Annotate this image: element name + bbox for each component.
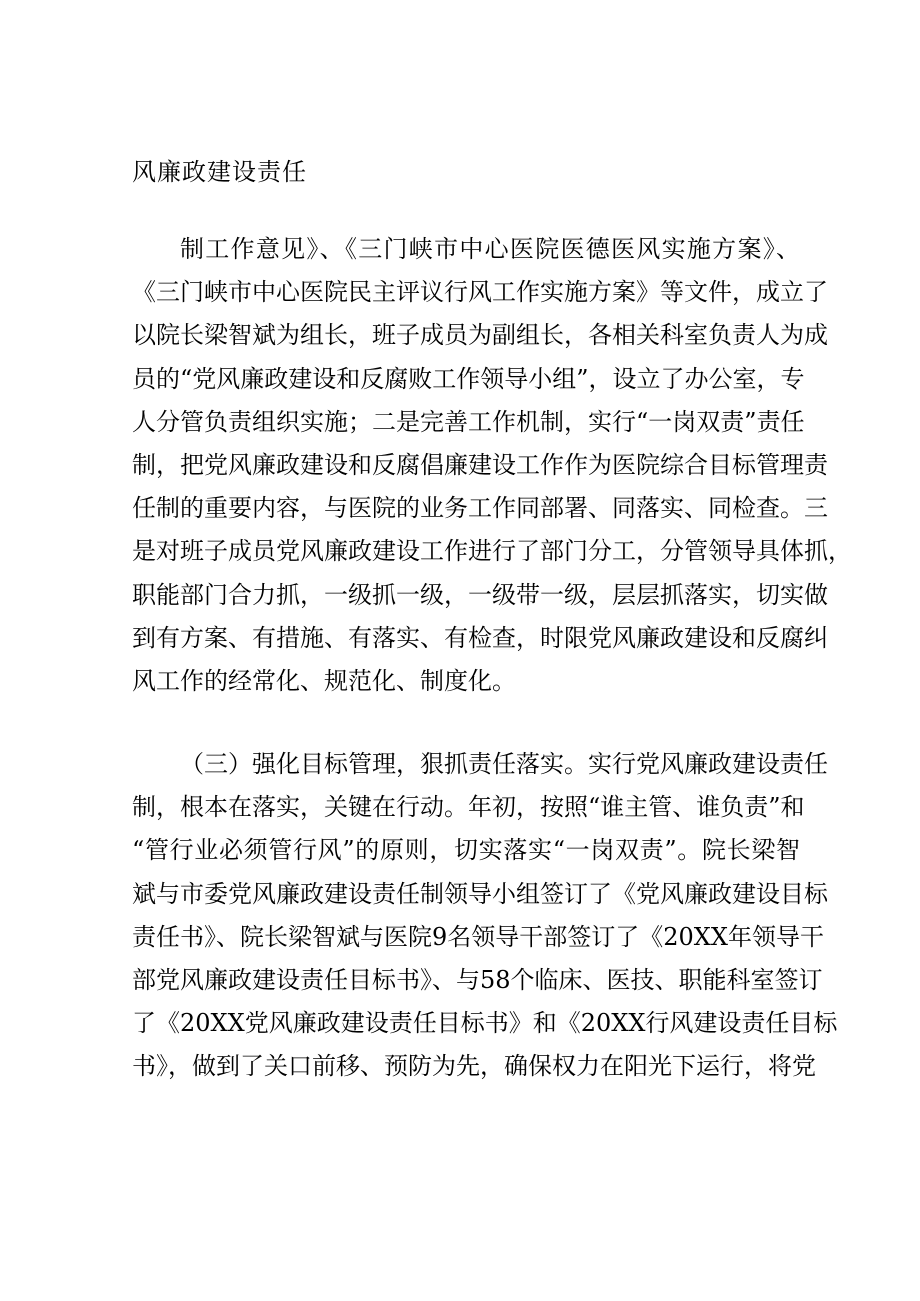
paragraph-1: [132, 228, 852, 703]
paragraph-line: 是对班子成员党风廉政建设工作进行了部门分工，分管领导具体抓，: [132, 537, 852, 566]
paragraph-line: 《三门峡市中心医院民主评议行风工作实施方案》等文件，成立了: [132, 278, 828, 307]
paragraph-line: 到有方案、有措施、有落实、有检查，时限党风廉政建设和反腐纠: [132, 623, 828, 652]
document-heading: 风廉政建设责任: [132, 158, 307, 186]
paragraph-line: （三）强化目标管理，狠抓责任落实。实行党风廉政建设责任: [180, 750, 828, 778]
paragraph-line: 以院长梁智斌为组长，班子成员为副组长，各相关科室负责人为成: [132, 321, 828, 350]
paragraph-line: 责任书》、院长梁智斌与医院9名领导干部签订了《20XX年领导干: [132, 922, 824, 951]
paragraph-line: 制工作意见》、《三门峡市中心医院医德医风实施方案》、: [180, 235, 800, 263]
paragraph-line: 任制的重要内容，与医院的业务工作同部署、同落实、同检查。三: [132, 494, 828, 523]
paragraph-line: 人分管负责组织实施；二是完善工作机制，实行“一岗双责”责任: [132, 407, 805, 436]
paragraph-line: 风工作的经常化、规范化、制度化。: [132, 666, 516, 695]
paragraph-line: “管行业必须管行风”的原则，切实落实“一岗双责”。院长梁智: [132, 836, 800, 865]
paragraph-2: [132, 743, 838, 1089]
paragraph-line: 斌与市委党风廉政建设责任制领导小组签订了《党风廉政建设目标: [132, 879, 828, 908]
paragraph-line: 书》，做到了关口前移、预防为先，确保权力在阳光下运行，将党: [132, 1052, 816, 1081]
paragraph-line: 制，根本在落实，关键在行动。年初，按照“谁主管、谁负责”和: [132, 793, 805, 822]
paragraph-line: 制，把党风廉政建设和反腐倡廉建设工作作为医院综合目标管理责: [132, 450, 828, 479]
paragraph-line: 职能部门合力抓，一级抓一级，一级带一级，层层抓落实，切实做: [132, 580, 828, 609]
paragraph-line: 部党风廉政建设责任目标书》、与58个临床、医技、职能科室签订: [132, 965, 823, 994]
paragraph-line: 了《20XX党风廉政建设责任目标书》和《20XX行风建设责任目标: [132, 1009, 838, 1038]
paragraph-line: 员的“党风廉政建设和反腐败工作领导小组”，设立了办公室，专: [132, 364, 805, 393]
